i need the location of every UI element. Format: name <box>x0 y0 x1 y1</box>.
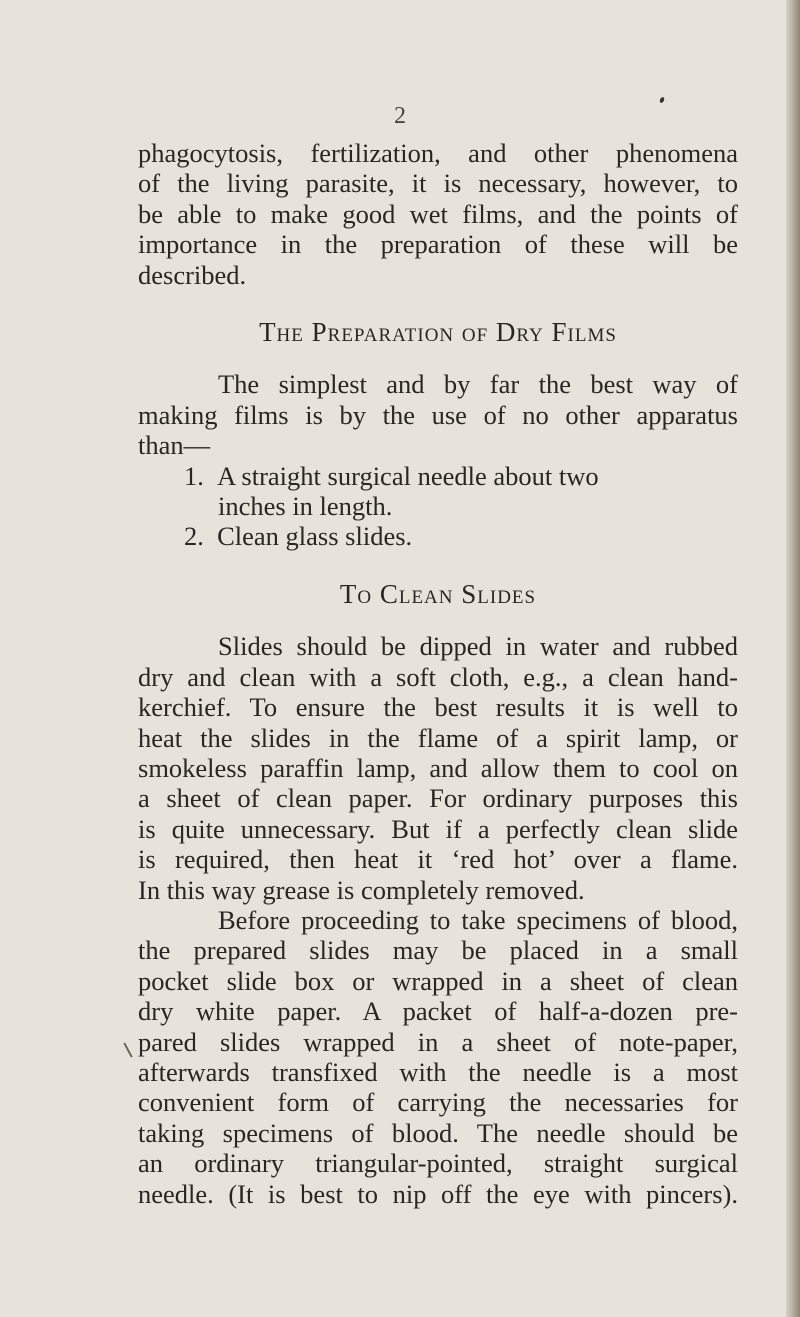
text-line: The simplest and by far the best way of <box>218 369 738 400</box>
text-line: pared slides wrapped in a sheet of note-paper, <box>138 1026 738 1057</box>
page-body <box>138 138 738 1209</box>
text-line: making films is by the use of no other apparatus <box>138 399 738 430</box>
text-line: of the living parasite, it is necessary, however, to <box>138 168 738 199</box>
text-line: Slides should be dipped in water and rubbed <box>218 631 738 662</box>
text-line: convenient form of carrying the necessaries for <box>138 1087 738 1118</box>
list-number: 1. <box>184 460 204 491</box>
text-line: than— <box>138 430 211 461</box>
text-line: kerchief. To ensure the best results it is well to <box>138 692 738 723</box>
list-number: 2. <box>184 521 204 552</box>
paragraph-carrying-slides <box>138 905 738 1209</box>
text-line: phagocytosis, fertilization, and other phenomena <box>138 138 738 168</box>
list-item-text: Clean glass slides. <box>217 521 413 552</box>
text-line: dry and clean with a soft cloth, e.g., a clean hand- <box>138 661 738 692</box>
apparatus-list <box>138 461 738 552</box>
section-heading-dry-films: The Preparation of Dry Films <box>259 317 617 348</box>
text-line: an ordinary triangular-pointed, straight surgical <box>138 1148 738 1179</box>
text-line: afterwards transfixed with the needle is a most <box>138 1056 738 1087</box>
text-line: Before proceeding to take specimens of blood, <box>218 904 738 935</box>
list-item <box>138 461 738 522</box>
text-line: is required, then heat it ‘red hot’ over a flame. <box>138 844 738 875</box>
text-line: taking specimens of blood. The needle should be <box>138 1117 738 1148</box>
text-line: pocket slide box or wrapped in a sheet of clean <box>138 965 738 996</box>
list-item-line <box>138 521 738 551</box>
list-item-line <box>138 461 738 491</box>
text-line: be able to make good wet films, and the points of <box>138 198 738 229</box>
pencil-mark <box>123 1042 132 1057</box>
text-line: smokeless paraffin lamp, and allow them to cool on <box>138 752 738 783</box>
text-line: importance in the preparation of these will be <box>138 229 738 260</box>
paragraph-apparatus-intro <box>138 369 738 460</box>
text-line: the prepared slides may be placed in a small <box>138 935 738 966</box>
list-item-line: inches in length. <box>218 491 393 522</box>
paragraph-clean-slides <box>138 631 738 905</box>
text-line: is quite unnecessary. But if a perfectly clean slide <box>138 813 738 844</box>
list-item-text: A straight surgical needle about two <box>217 460 599 491</box>
text-line: In this way grease is completely removed. <box>138 874 585 905</box>
paragraph-intro-continuation <box>138 138 738 290</box>
text-line: needle. (It is best to nip off the eye with pincers). <box>138 1178 738 1209</box>
text-line: a sheet of clean paper. For ordinary purposes this <box>138 783 738 814</box>
page-number: 2 <box>394 103 406 129</box>
text-line: heat the slides in the flame of a spirit lamp, or <box>138 722 738 753</box>
section-heading-clean-slides: To Clean Slides <box>339 578 537 609</box>
text-line: described. <box>138 259 247 290</box>
list-item <box>138 521 738 551</box>
page-edge-shadow <box>786 0 800 1317</box>
text-line: dry white paper. A packet of half-a-dozen pre- <box>138 996 738 1027</box>
